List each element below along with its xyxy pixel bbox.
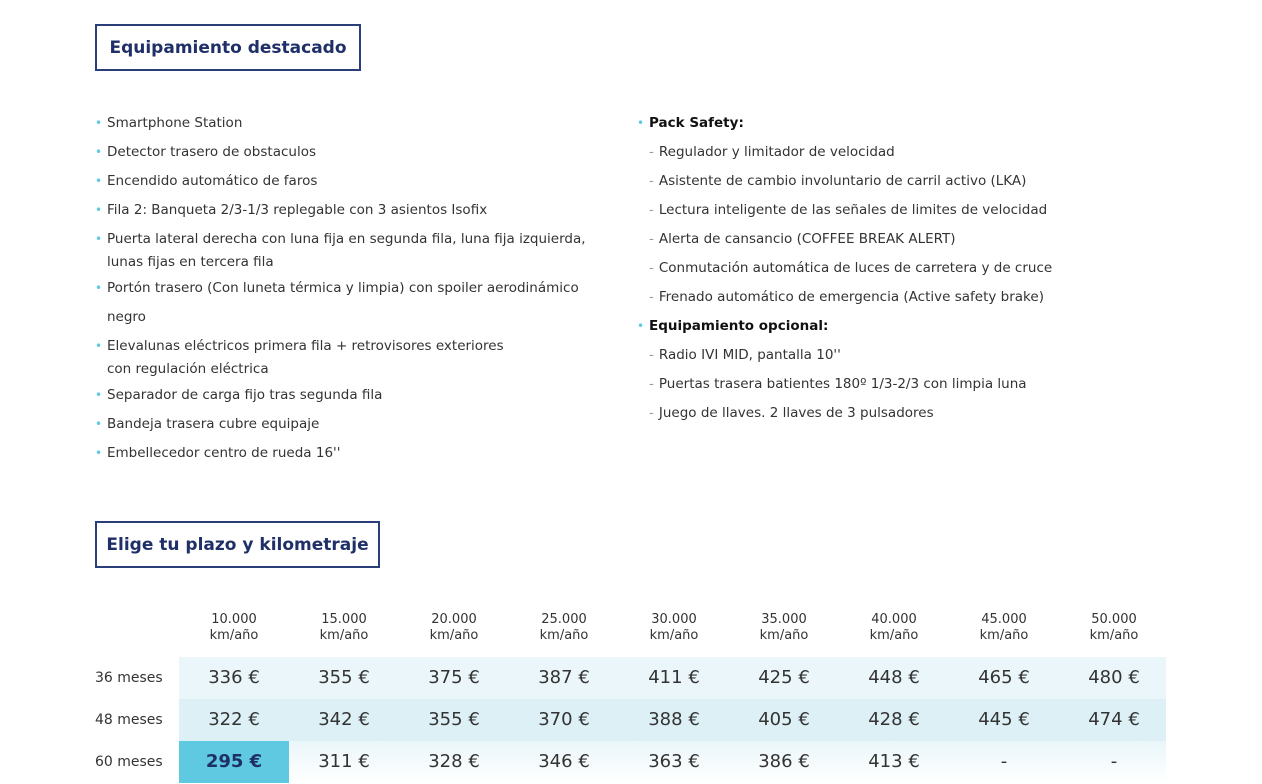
equipment-item-text: Elevalunas eléctricos primera fila + retrovisores exteriores <box>107 338 504 354</box>
equipment-subitem <box>637 196 1197 225</box>
equipment-subitem <box>637 341 1197 370</box>
km-column-header <box>949 612 1059 644</box>
price-cell[interactable]: 386 € <box>758 751 810 772</box>
bullet-dot-icon: • <box>95 281 103 295</box>
km-value: 40.000 <box>871 612 917 627</box>
term-label: 60 meses <box>95 754 163 770</box>
price-cell[interactable]: 355 € <box>318 667 370 688</box>
equipment-subitem-wrap <box>637 405 934 421</box>
equipment-item-text-continued: con regulación eléctrica <box>107 361 269 377</box>
equipment-subitem-wrap <box>637 347 841 363</box>
equipment-group-heading-text: Pack Safety: <box>649 115 744 131</box>
km-value: 10.000 <box>211 612 257 627</box>
km-value: 20.000 <box>431 612 477 627</box>
price-cell[interactable]: 336 € <box>208 667 260 688</box>
bullet-dot-icon: • <box>95 232 103 246</box>
equipment-item-text-continued: lunas fijas en tercera fila <box>107 254 274 270</box>
term-label: 36 meses <box>95 670 163 686</box>
equipment-subitem <box>637 254 1197 283</box>
km-value: 45.000 <box>981 612 1027 627</box>
equipment-group-heading <box>637 109 1197 138</box>
equipment-list-right <box>637 109 1197 428</box>
bullet-dot-icon: • <box>637 319 645 333</box>
km-column-header <box>399 612 509 644</box>
dash-bullet-icon: - <box>649 376 654 392</box>
km-column-header <box>289 612 399 644</box>
equipment-item-text: Bandeja trasera cubre equipaje <box>107 416 320 432</box>
equipment-item-text: Smartphone Station <box>107 115 243 131</box>
km-unit: km/año <box>869 628 919 643</box>
equipment-subitem-text: Conmutación automática de luces de carretera y de cruce <box>658 260 1053 276</box>
equipment-subitem-text: Regulador y limitador de velocidad <box>658 144 895 160</box>
equipment-item-text: Puerta lateral derecha con luna fija en segunda fila, luna fija izquierda, <box>107 231 586 247</box>
km-column-header <box>1059 612 1169 644</box>
price-cell[interactable]: 448 € <box>868 667 920 688</box>
bullet-dot-icon: • <box>95 174 103 188</box>
equipment-item-text: Embellecedor centro de rueda 16'' <box>107 445 341 461</box>
km-unit: km/año <box>209 628 259 643</box>
equipment-subitem-text: Juego de llaves. 2 llaves de 3 pulsadores <box>658 405 934 421</box>
bullet-dot-icon: • <box>95 417 103 431</box>
dash-bullet-icon: - <box>649 347 654 363</box>
dash-bullet-icon: - <box>649 260 654 276</box>
price-cell[interactable]: 388 € <box>648 709 700 730</box>
bullet-dot-icon: • <box>95 446 103 460</box>
km-unit: km/año <box>539 628 589 643</box>
price-cell[interactable]: 425 € <box>758 667 810 688</box>
equipment-item <box>95 381 615 410</box>
km-column-header <box>729 612 839 644</box>
equipment-item <box>95 225 615 274</box>
price-cell-selected[interactable]: 295 € <box>179 741 289 783</box>
km-unit: km/año <box>1089 628 1139 643</box>
price-cell[interactable]: 428 € <box>868 709 920 730</box>
equipment-subitem <box>637 399 1197 428</box>
dash-bullet-icon: - <box>649 405 654 421</box>
price-cell[interactable]: 355 € <box>428 709 480 730</box>
price-cell[interactable]: 346 € <box>538 751 590 772</box>
km-value: 15.000 <box>321 612 367 627</box>
dash-bullet-icon: - <box>649 289 654 305</box>
km-value: 30.000 <box>651 612 697 627</box>
price-cell[interactable]: 405 € <box>758 709 810 730</box>
term-label: 48 meses <box>95 712 163 728</box>
dash-bullet-icon: - <box>649 202 654 218</box>
equipment-item-text: Detector trasero de obstaculos <box>107 144 316 160</box>
equipment-subitem-text: Puertas trasera batientes 180º 1/3-2/3 con limpia luna <box>658 376 1027 392</box>
km-unit: km/año <box>759 628 809 643</box>
bullet-dot-icon: • <box>95 203 103 217</box>
equipment-subitem-text: Frenado automático de emergencia (Active safety brake) <box>658 289 1044 305</box>
equipment-item <box>95 332 615 381</box>
km-column-header <box>179 612 289 644</box>
price-cell[interactable]: 375 € <box>428 667 480 688</box>
km-column-header <box>619 612 729 644</box>
equipment-group-heading <box>637 312 1197 341</box>
equipment-subitem <box>637 283 1197 312</box>
equipment-item <box>95 410 615 439</box>
equipment-subitem-text: Alerta de cansancio (COFFEE BREAK ALERT) <box>658 231 956 247</box>
equipment-subitem-wrap <box>637 231 956 247</box>
km-unit: km/año <box>649 628 699 643</box>
equipment-item <box>95 196 615 225</box>
bullet-dot-icon: • <box>95 145 103 159</box>
equipment-item <box>95 138 615 167</box>
equipment-item <box>95 167 615 196</box>
km-column-header <box>839 612 949 644</box>
price-cell[interactable]: 328 € <box>428 751 480 772</box>
bullet-dot-icon: • <box>637 116 645 130</box>
price-cell: - <box>1110 751 1118 772</box>
equipment-item <box>95 439 615 468</box>
price-row <box>95 657 1166 699</box>
price-cell[interactable]: 322 € <box>208 709 260 730</box>
equipment-subitem-wrap <box>637 376 1027 392</box>
equipment-subitem-wrap <box>637 202 1047 218</box>
price-row <box>95 699 1166 741</box>
equipment-item <box>95 274 615 332</box>
equipment-subitem-text: Lectura inteligente de las señales de limites de velocidad <box>658 202 1048 218</box>
price-cell[interactable]: 363 € <box>648 751 700 772</box>
price-cell[interactable]: 342 € <box>318 709 370 730</box>
km-unit: km/año <box>979 628 1029 643</box>
equipment-subitem <box>637 167 1197 196</box>
price-cell[interactable]: 465 € <box>978 667 1030 688</box>
km-unit: km/año <box>319 628 369 643</box>
equipment-item-text: Portón trasero (Con luneta térmica y limpia) con spoiler aerodinámico negro <box>107 280 579 325</box>
equipment-subitem-wrap <box>637 173 1026 189</box>
pricing-section-title: Elige tu plazo y kilometraje <box>95 521 380 568</box>
equipment-subitem-text: Radio IVI MID, pantalla 10'' <box>658 347 841 363</box>
equipment-subitem-text: Asistente de cambio involuntario de carril activo (LKA) <box>658 173 1027 189</box>
equipment-section-title: Equipamiento destacado <box>95 24 361 71</box>
price-cell[interactable]: 311 € <box>318 751 370 772</box>
km-value: 25.000 <box>541 612 587 627</box>
price-cell[interactable]: 413 € <box>868 751 920 772</box>
price-cell[interactable]: 445 € <box>978 709 1030 730</box>
price-cell[interactable]: 480 € <box>1088 667 1140 688</box>
dash-bullet-icon: - <box>649 173 654 189</box>
equipment-list-left <box>95 109 615 468</box>
price-cell[interactable]: 370 € <box>538 709 590 730</box>
km-unit: km/año <box>429 628 479 643</box>
km-value: 50.000 <box>1091 612 1137 627</box>
equipment-subitem <box>637 225 1197 254</box>
equipment-subitem-wrap <box>637 260 1052 276</box>
dash-bullet-icon: - <box>649 144 654 160</box>
km-column-header <box>509 612 619 644</box>
equipment-subitem-wrap <box>637 144 895 160</box>
equipment-item <box>95 109 615 138</box>
price-table-header <box>95 612 1166 652</box>
equipment-subitem <box>637 138 1197 167</box>
equipment-item-text: Encendido automático de faros <box>107 173 318 189</box>
equipment-item-text: Separador de carga fijo tras segunda fila <box>107 387 383 403</box>
bullet-dot-icon: • <box>95 388 103 402</box>
price-cell[interactable]: 387 € <box>538 667 590 688</box>
bullet-dot-icon: • <box>95 116 103 130</box>
dash-bullet-icon: - <box>649 231 654 247</box>
price-cell[interactable]: 411 € <box>648 667 700 688</box>
equipment-item-text: Fila 2: Banqueta 2/3-1/3 replegable con 3 asientos Isofix <box>107 202 488 218</box>
price-cell[interactable]: 474 € <box>1088 709 1140 730</box>
equipment-subitem <box>637 370 1197 399</box>
equipment-subitem-wrap <box>637 289 1044 305</box>
price-row <box>95 741 1166 783</box>
equipment-group-heading-text: Equipamiento opcional: <box>649 318 829 334</box>
price-cell: - <box>1000 751 1008 772</box>
bullet-dot-icon: • <box>95 339 103 353</box>
km-value: 35.000 <box>761 612 807 627</box>
